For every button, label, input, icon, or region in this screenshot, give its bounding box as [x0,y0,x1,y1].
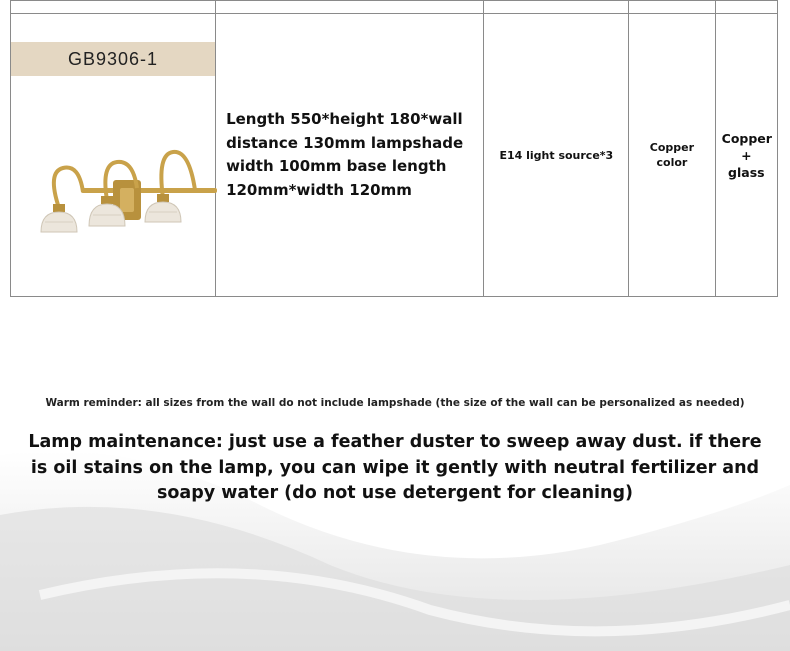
table-row [11,14,778,297]
material-cell [715,14,777,297]
dimensions-text: Length 550*height 180*wall distance 130mm lampshade width 100mm base length 120mm*width 120mm [226,110,464,199]
dimensions-cell [216,14,484,297]
warm-reminder: Warm reminder: all sizes from the wall do not include lampshade (the size of the wall can be personalized as needed) [45,397,745,409]
model-number: GB9306-1 [11,42,215,76]
color-text: Copper color [649,141,695,169]
wall-lamp-image [21,142,217,242]
product-cell [11,14,216,297]
material-text: Copper + glass [721,130,772,180]
spec-table [10,0,778,297]
color-cell [629,14,715,297]
maintenance-note: Lamp maintenance: just use a feather duster to sweep away dust. if there is oil stains on the lamp, you can wipe it gently with neutral fertilizer and soapy water (do not use detergent for cleaning) [28,432,762,503]
light-source-cell [484,14,629,297]
table-header-strip [11,1,778,14]
light-source-text: E14 light source*3 [499,148,614,162]
